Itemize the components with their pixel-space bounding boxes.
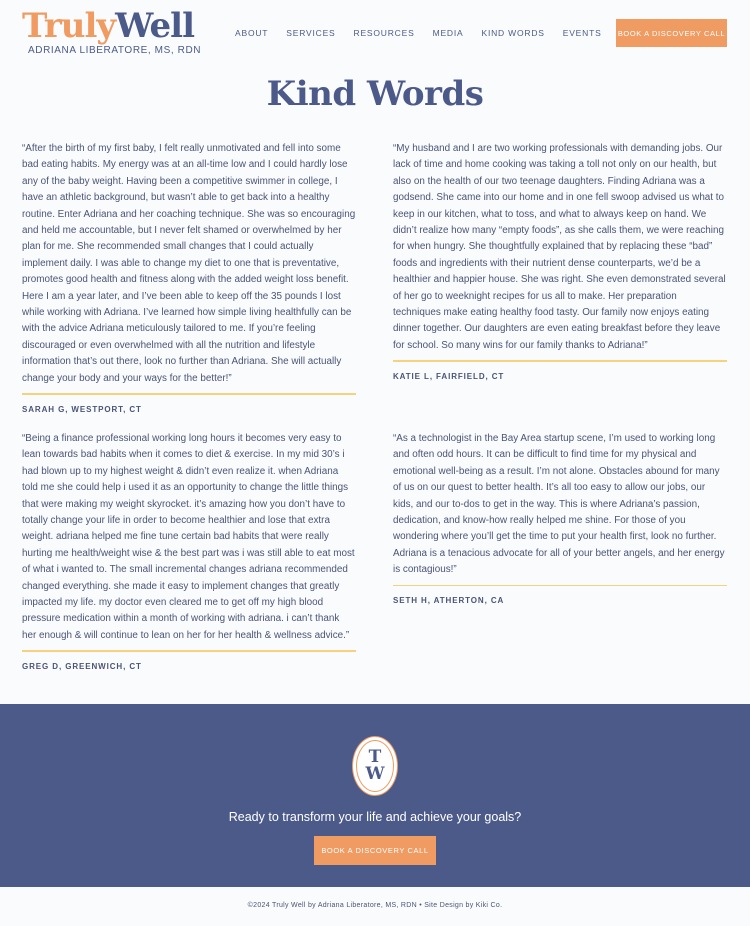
testimonial-author: KATIE L, FAIRFIELD, CT — [393, 371, 505, 381]
nav-kind-words[interactable]: KIND WORDS — [481, 28, 545, 38]
divider — [22, 393, 356, 395]
site-header — [0, 0, 750, 68]
testimonial-quote: “After the birth of my first baby, I felt really unmotivated and fell into some bad eating habits. My energy was at an all-time low and I could hardly lose any of the baby weight. Having been a competitive swimmer in college, I have an athletic background, but wasn’t able to get back into a healthy routine. Enter Adriana and her coaching technique. She was so encouraging and held me accountable, but I never felt shamed or overwhelmed by her plan for me. She recommended small changes that I could actually implement daily. I was able to change my diet to one that is preventative, promotes good health and fitness along with the added weight loss benefit. Here I am a year later, and I’ve been able to keep off the 35 pounds I lost while working with Adriana. I’ve learned how simple living healthfully can be with the advice Adriana meticulously tailored to me. If you’re feeling discouraged or even overwhelmed with all the nutrition and lifestyle information that’s out there, look no further than Adriana. She will actually change your body and your ways for the better!” — [22, 143, 356, 384]
book-discovery-call-button[interactable]: BOOK A DISCOVERY CALL — [616, 19, 727, 47]
nav-events[interactable]: EVENTS — [562, 28, 602, 38]
testimonial-quote: “My husband and I are two working professionals with demanding jobs. Our lack of time and home cooking was taking a toll not only on our health, but also on the health of our two teenage daughters. Finding Adriana was a godsend. She came into our home and in one fell swoop advised us what to keep in our kitchen, what to toss, and what to always keep on hand. We didn’t realize how many “empty foods”, as she calls them, we were reaching for when hungry. She thoughtfully explained that by replacing these “bad” foods and ingredients with their nutrient dense counterparts, we’d be a healthier and happier house. She was right. She even demonstrated several of her go to weeknight recipes for us all to make. Her preparation techniques make eating healthy food tasty. Our family now enjoys eating dinner together. Our daughters are even eating breakfast before they leave for school. So many wins for our family thanks to Adriana!” — [393, 143, 726, 351]
page-title: Kind Words — [266, 74, 484, 114]
tw-monogram-badge — [352, 736, 398, 796]
nav-about[interactable]: ABOUT — [235, 28, 269, 38]
footer-cta — [0, 704, 750, 887]
divider — [393, 360, 727, 362]
nav-services[interactable]: SERVICES — [286, 28, 336, 38]
testimonial-author: SARAH G, WESTPORT, CT — [22, 404, 142, 414]
testimonial-quote: “As a technologist in the Bay Area startup scene, I’m used to working long and often odd hours. It can be difficult to find time for my physical and emotional well-being as a result. I’m not alone. Obstacles abound for many of us on our quest to better health. It’s all too easy to allow our jobs, our kids, and our to-dos to get in the way. This is where Adriana’s passion, dedication, and know-how really helped me shine. For those of you wondering where you’ll get the time to put your health first, look no further. Adriana is a tenacious advocate for all of your better angels, and her energy is contagious!” — [393, 433, 725, 576]
nav-resources[interactable]: RESOURCES — [353, 28, 415, 38]
monogram — [356, 740, 394, 792]
divider — [393, 585, 727, 587]
main-nav — [235, 28, 620, 38]
logo-part-truly: Truly — [22, 6, 116, 46]
monogram-letter-w: W — [365, 764, 385, 784]
cta-headline: Ready to transform your life and achieve your goals? — [228, 810, 522, 824]
logo-part-well: Well — [115, 6, 195, 46]
logo-subtitle: ADRIANA LIBERATORE, MS, RDN — [28, 45, 202, 56]
testimonial-card — [393, 141, 727, 381]
testimonial-card — [393, 431, 727, 605]
footer-book-discovery-call-button[interactable]: BOOK A DISCOVERY CALL — [314, 836, 436, 865]
nav-media[interactable]: MEDIA — [432, 28, 464, 38]
divider — [22, 650, 356, 652]
copyright: ©2024 Truly Well by Adriana Liberatore, MS, RDN • Site Design by Kiki Co. — [247, 902, 503, 909]
logo-wordmark[interactable] — [22, 8, 201, 44]
testimonial-quote: “Being a finance professional working long hours it becomes very easy to lean towards bad habits when it comes to diet & exercise. In my mid 30’s i had blown up to my highest weight & didn’t even realize it. when Adriana told me she could help i used it as an opportunity to change the little things that were making my weight skyrocket. it’s amazing how you don’t have to totally change your life in order to become healthier and lose that extra weight. adriana helped me fine tune certain bad habits that were really hurting me health/weight wise & the best part was i was still able to eat most of what i wanted to. The small incremental changes adriana recommended changed everything. she made it easy to implement changes that greatly impacted my life. my doctor even cleared me to get off my high blood pressure medication within a month of working with adriana. i can’t thank her enough & will continue to lean on her for her health & wellness advice.” — [22, 433, 355, 641]
testimonial-card — [22, 141, 356, 414]
testimonial-author: SETH H, ATHERTON, CA — [393, 596, 505, 606]
testimonial-card — [22, 431, 356, 671]
testimonial-author: GREG D, GREENWICH, CT — [22, 661, 142, 671]
monogram-letter-t: T — [368, 747, 382, 767]
logo[interactable] — [22, 8, 201, 56]
